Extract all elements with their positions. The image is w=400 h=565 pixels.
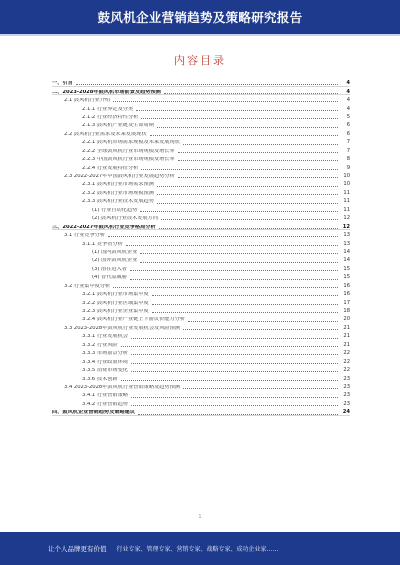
toc-leader-dots <box>121 380 338 381</box>
toc-entry-text: 3.3.3 市场前景分析 <box>82 351 128 357</box>
toc-leader-dots <box>76 84 338 85</box>
toc-leader-dots <box>121 346 338 347</box>
toc-entry-page: 12 <box>343 215 350 222</box>
toc-leader-dots <box>159 228 338 229</box>
toc-leader-dots <box>141 118 338 119</box>
toc-entry-text: 二、2023-2028年鼓风机市场前景及趋势预测 <box>52 89 161 95</box>
toc-entry-page: 7 <box>346 139 350 146</box>
toc-entry-page: 23 <box>343 392 350 399</box>
page-number: 1 <box>198 514 202 520</box>
toc-leader-dots <box>131 371 338 372</box>
toc-leader-dots <box>150 135 338 136</box>
toc-entry[interactable] <box>52 95 350 103</box>
toc-entry-page: 21 <box>343 341 350 348</box>
toc-entry[interactable] <box>52 356 350 364</box>
toc-entry[interactable] <box>52 323 350 331</box>
toc-entry-text: 2.3.1 鼓风机行业市场需求预测 <box>82 182 154 188</box>
toc-entry-page: 23 <box>343 375 350 382</box>
toc-entry-text: 3.2 行业集中度分析 <box>64 283 111 289</box>
toc-leader-dots <box>157 203 338 204</box>
toc-leader-dots <box>152 295 338 296</box>
toc-entry[interactable] <box>52 137 350 145</box>
toc-entry[interactable] <box>52 78 350 86</box>
toc-entry-page: 4 <box>346 97 350 104</box>
toc-entry[interactable] <box>52 399 350 407</box>
toc-entry-text: 3.2.4 鼓风机行业产业链上下游议价能力分析 <box>82 317 186 323</box>
toc-leader-dots <box>138 414 338 415</box>
toc-entry-text: 2.3.2 鼓风机行业市场规模预测 <box>82 190 154 196</box>
report-footer <box>0 532 400 565</box>
toc-leader-dots <box>178 160 338 161</box>
report-title: 鼓风机企业营销趋势及策略研究报告 <box>97 10 303 25</box>
toc-entry-text: (2) 国外鼓风机企业 <box>92 258 138 264</box>
toc-entry-text: (3) 潜在进入者 <box>92 266 127 272</box>
toc-entry-text: 2.3.3 鼓风机行业技术发展趋势 <box>82 199 154 205</box>
toc-entry-text: 3.3.1 行业发展机会 <box>82 334 128 340</box>
table-of-contents <box>52 78 350 416</box>
toc-entry-text: 3.4.1 行业营销策略 <box>82 393 128 399</box>
toc-entry[interactable] <box>52 281 350 289</box>
toc-entry[interactable] <box>52 255 350 263</box>
toc-entry-page: 15 <box>343 274 350 281</box>
toc-entry-page: 10 <box>343 181 350 188</box>
toc-entry-page: 4 <box>346 105 350 112</box>
toc-entry[interactable] <box>52 213 350 221</box>
toc-entry-page: 16 <box>343 282 350 289</box>
toc-entry[interactable] <box>52 154 350 162</box>
toc-leader-dots <box>157 194 338 195</box>
toc-entry[interactable] <box>52 297 350 305</box>
toc-entry-text: 3.2.3 鼓风机行业企业集中度 <box>82 309 149 315</box>
toc-entry[interactable] <box>52 196 350 204</box>
toc-leader-dots <box>152 304 338 305</box>
toc-leader-dots <box>157 186 338 187</box>
toc-entry[interactable] <box>52 103 350 111</box>
toc-entry[interactable] <box>52 373 350 381</box>
toc-entry-page: 17 <box>343 299 350 306</box>
toc-entry-text: 3.3.4 行业政策环境 <box>82 359 128 365</box>
toc-entry[interactable] <box>52 247 350 255</box>
toc-entry-text: 2.2.1 鼓风机市场需求规模及未来发展现状 <box>82 140 180 146</box>
toc-entry-text: 3.1 行业竞争分析 <box>64 233 106 239</box>
toc-leader-dots <box>130 279 338 280</box>
toc-entry-text: 四、鼓风机企业营销趋势及策略建议 <box>52 410 136 416</box>
toc-leader-dots <box>126 245 338 246</box>
toc-entry[interactable] <box>52 306 350 314</box>
toc-entry[interactable] <box>52 162 350 170</box>
toc-entry-text: 2.3 2022-2027年中国鼓风机行业发展趋势分析 <box>64 174 175 180</box>
toc-entry-page: 18 <box>343 308 350 315</box>
toc-entry[interactable] <box>52 382 350 390</box>
toc-entry-text: 2.1.1 行业界定及分类 <box>82 106 134 112</box>
toc-entry[interactable] <box>52 264 350 272</box>
toc-entry-page: 9 <box>346 164 350 171</box>
toc-entry-page: 11 <box>343 189 350 196</box>
toc-leader-dots <box>140 262 338 263</box>
toc-entry-text: 2.2.3 中国鼓风机行业市场规模及增长率 <box>82 157 175 163</box>
toc-entry-page: 24 <box>342 409 350 416</box>
toc-leader-dots <box>183 329 338 330</box>
toc-entry-page: 15 <box>343 265 350 272</box>
toc-entry-page: 10 <box>343 173 350 180</box>
toc-entry-text: 3.3 2023-2028年鼓风机行业发展机会及风险预测 <box>64 325 180 331</box>
toc-entry[interactable] <box>52 179 350 187</box>
toc-leader-dots <box>152 312 338 313</box>
toc-leader-dots <box>157 127 338 128</box>
toc-entry-page: 14 <box>343 257 350 264</box>
toc-entry[interactable] <box>52 272 350 280</box>
toc-entry[interactable] <box>52 331 350 339</box>
toc-entry[interactable] <box>52 112 350 120</box>
toc-entry[interactable] <box>52 221 350 229</box>
toc-leader-dots <box>113 287 338 288</box>
toc-entry-page: 6 <box>346 130 350 137</box>
toc-entry-page: 7 <box>346 147 350 154</box>
toc-entry-text: 2.2 鼓风机行业需求及未来发展现状 <box>64 131 147 137</box>
toc-entry-text: (4) 替代品威胁 <box>92 275 127 281</box>
toc-entry-page: 11 <box>343 206 350 213</box>
toc-entry-page: 23 <box>343 383 350 390</box>
toc-entry-text: (1) 国内鼓风机企业 <box>92 249 138 255</box>
footer-slogan: 让个人品牌更有价值 <box>48 545 107 553</box>
toc-leader-dots <box>178 177 338 178</box>
toc-leader-dots <box>183 388 338 389</box>
toc-entry-text: 三、2022-2027年鼓风机行业竞争格局分析 <box>52 224 156 230</box>
toc-entry-text: 3.4 2023-2028年鼓风机行业营销策略及趋势预测 <box>64 384 180 390</box>
toc-leader-dots <box>131 397 338 398</box>
toc-entry-page: 20 <box>343 316 350 323</box>
toc-entry[interactable] <box>52 230 350 238</box>
toc-entry-text: 2.1.2 行业经济特性分析 <box>82 114 139 120</box>
toc-leader-dots <box>183 144 338 145</box>
toc-entry[interactable] <box>52 120 350 128</box>
toc-entry-page: 22 <box>343 350 350 357</box>
toc-leader-dots <box>131 354 338 355</box>
toc-leader-dots <box>131 405 338 406</box>
toc-entry-text: 3.3.6 技术创新 <box>82 376 118 382</box>
header-divider <box>0 34 400 36</box>
toc-heading: 内容目录 <box>174 54 226 67</box>
toc-entry-page: 14 <box>343 248 350 255</box>
toc-entry-page: 12 <box>342 223 350 230</box>
toc-entry-text: 3.3.5 消费市场变化 <box>82 368 128 374</box>
toc-leader-dots <box>164 93 338 94</box>
toc-entry[interactable] <box>52 390 350 398</box>
toc-entry-page: 21 <box>343 333 350 340</box>
toc-leader-dots <box>141 169 338 170</box>
toc-entry-text: 3.2.2 鼓风机行业区域集中度 <box>82 300 149 306</box>
toc-entry[interactable] <box>52 205 350 213</box>
toc-leader-dots <box>113 101 338 102</box>
toc-leader-dots <box>140 211 338 212</box>
toc-leader-dots <box>188 321 338 322</box>
toc-leader-dots <box>161 219 338 220</box>
toc-entry-text: 2.1.3 鼓风机产业链及生命周期 <box>82 123 154 129</box>
toc-leader-dots <box>130 270 338 271</box>
toc-entry-page: 13 <box>343 232 350 239</box>
toc-entry-text: 2.2.4 行业发展特征分析 <box>82 165 139 171</box>
toc-entry[interactable] <box>52 146 350 154</box>
toc-entry-text: 3.4.2 行业营销趋势 <box>82 401 128 407</box>
toc-entry-text: 3.3.2 行业风险 <box>82 342 118 348</box>
toc-leader-dots <box>131 363 338 364</box>
toc-entry-page: 22 <box>343 358 350 365</box>
toc-entry[interactable] <box>52 407 350 415</box>
toc-entry-page: 16 <box>343 291 350 298</box>
toc-entry-page: 23 <box>343 400 350 407</box>
toc-entry[interactable] <box>52 171 350 179</box>
toc-leader-dots <box>178 152 338 153</box>
toc-entry-page: 6 <box>346 122 350 129</box>
toc-entry-page: 21 <box>343 324 350 331</box>
footer-tagline: 行业专家、管理专家、营销专家、战略专家、成功企业家…… <box>116 546 279 553</box>
toc-entry-page: 5 <box>346 113 350 120</box>
toc-entry[interactable] <box>52 238 350 246</box>
toc-entry-text: 2.1 鼓风机行业介绍 <box>64 98 111 104</box>
toc-entry-page: 4 <box>346 88 350 95</box>
toc-entry-text: 一、引言 <box>52 81 73 87</box>
toc-leader-dots <box>136 110 338 111</box>
toc-entry-text: 2.2.2 全球鼓风机行业市场规模及增长率 <box>82 148 175 154</box>
toc-entry-text: 3.2.1 鼓风机行业市场集中度 <box>82 292 149 298</box>
toc-entry[interactable] <box>52 314 350 322</box>
toc-entry[interactable] <box>52 289 350 297</box>
toc-entry-page: 22 <box>343 367 350 374</box>
toc-entry-page: 11 <box>343 198 350 205</box>
toc-entry-page: 8 <box>346 156 350 163</box>
toc-leader-dots <box>108 236 338 237</box>
toc-entry-text: 3.1.1 竞争者分析 <box>82 241 123 247</box>
toc-entry[interactable] <box>52 129 350 137</box>
toc-leader-dots <box>140 253 338 254</box>
toc-entry[interactable] <box>52 348 350 356</box>
toc-entry[interactable] <box>52 340 350 348</box>
toc-entry-page: 4 <box>346 80 350 87</box>
toc-entry[interactable] <box>52 188 350 196</box>
toc-entry-text: (2) 鼓风机行业技术发展方向 <box>92 216 159 222</box>
report-header <box>0 0 400 34</box>
toc-entry-text: (1) 行业自动化趋势 <box>92 207 138 213</box>
toc-entry[interactable] <box>52 86 350 94</box>
toc-entry-page: 13 <box>343 240 350 247</box>
toc-leader-dots <box>131 338 338 339</box>
toc-entry[interactable] <box>52 365 350 373</box>
